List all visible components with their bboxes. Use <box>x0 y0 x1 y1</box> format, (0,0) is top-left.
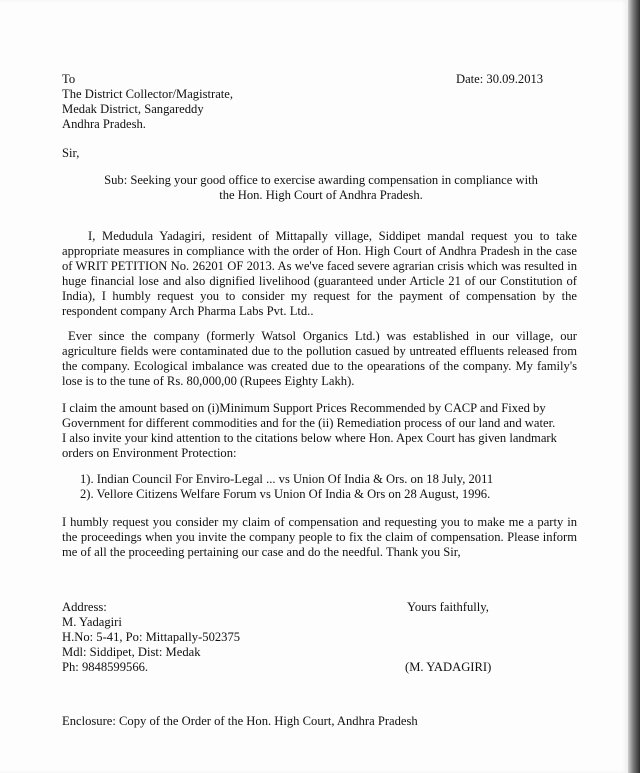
recipient-line-2: Medak District, Sangareddy <box>62 102 204 116</box>
paragraph-2: Ever since the company (formerly Watsol Organics Ltd.) was established in our village, our agriculture fields were contaminated due to the pollution casued by untreated effluents released from the company. Ecological imbalance was created due to the opearations of the company. My family's lose is to the tune of Rs. 80,000,00 (Rupees Eighty Lakh). <box>62 329 577 388</box>
citation-2: 2). Vellore Citizens Welfare Forum vs Union Of India & Ors on 28 August, 1996. <box>80 487 491 501</box>
citation-1: 1). Indian Council For Enviro-Legal ... vs Union Of India & Ors. on 18 July, 2011 <box>80 472 494 486</box>
closing: Yours faithfully, <box>407 600 489 614</box>
signature-name: (M. YADAGIRI) <box>405 660 492 674</box>
paragraph-1: I, Medudula Yadagiri, resident of Mittapally village, Siddipet mandal request you to take appropriate measures in compliance with the order of Hon. High Court of Andhra Pradesh in the case of WRIT PETITION No. 26201 OF 2013. As we've faced severe agrarian crisis which was resulted in huge financial lose and also dignified livelihood (guaranteed under Article 21 of our Constitution of India), I humbly request you to consider my request for the payment of compensation by the respondent company Arch Pharma Labs Pvt. Ltd.. <box>62 229 577 318</box>
enclosure: Enclosure: Copy of the Order of the Hon. High Court, Andhra Pradesh <box>62 714 418 728</box>
paragraph-4: I humbly request you consider my claim of compensation and requesting you to make me a party in the proceedings when you invite the company people to fix the claim of compensation. Please inform me of all the proceeding pertaining our case and do the needful. Thank you Sir, <box>62 515 577 559</box>
recipient-line-3: Andhra Pradesh. <box>62 117 146 131</box>
paragraph-3-line-4: orders on Environment Protection: <box>62 446 237 460</box>
address-mandal: Mdl: Siddipet, Dist: Medak <box>62 645 201 659</box>
address-label: Address: <box>62 600 107 614</box>
recipient-line-1: The District Collector/Magistrate, <box>62 87 234 101</box>
address-house: H.No: 5-41, Po: Mittapally-502375 <box>62 630 241 644</box>
paragraph-3-line-1: I claim the amount based on (i)Minimum Support Prices Recommended by CACP and Fixed by <box>62 401 546 415</box>
paragraph-3-line-3: I also invite your kind attention to the citations below where Hon. Apex Court has given landmark <box>62 431 557 445</box>
to-label: To <box>62 72 76 86</box>
letter-date: Date: 30.09.2013 <box>456 72 544 86</box>
salutation: Sir, <box>62 146 80 160</box>
subject-line-1: Sub: Seeking your good office to exercise awarding compensation in compliance with <box>104 173 538 187</box>
subject-line-2: the Hon. High Court of Andhra Pradesh. <box>219 188 423 202</box>
page-edge-shadow <box>628 0 640 773</box>
address-name: M. Yadagiri <box>62 615 122 629</box>
address-phone: Ph: 9848599566. <box>62 660 149 674</box>
paragraph-3-line-2: Government for different commodities and for the (ii) Remediation process of our land and water. <box>62 416 556 430</box>
